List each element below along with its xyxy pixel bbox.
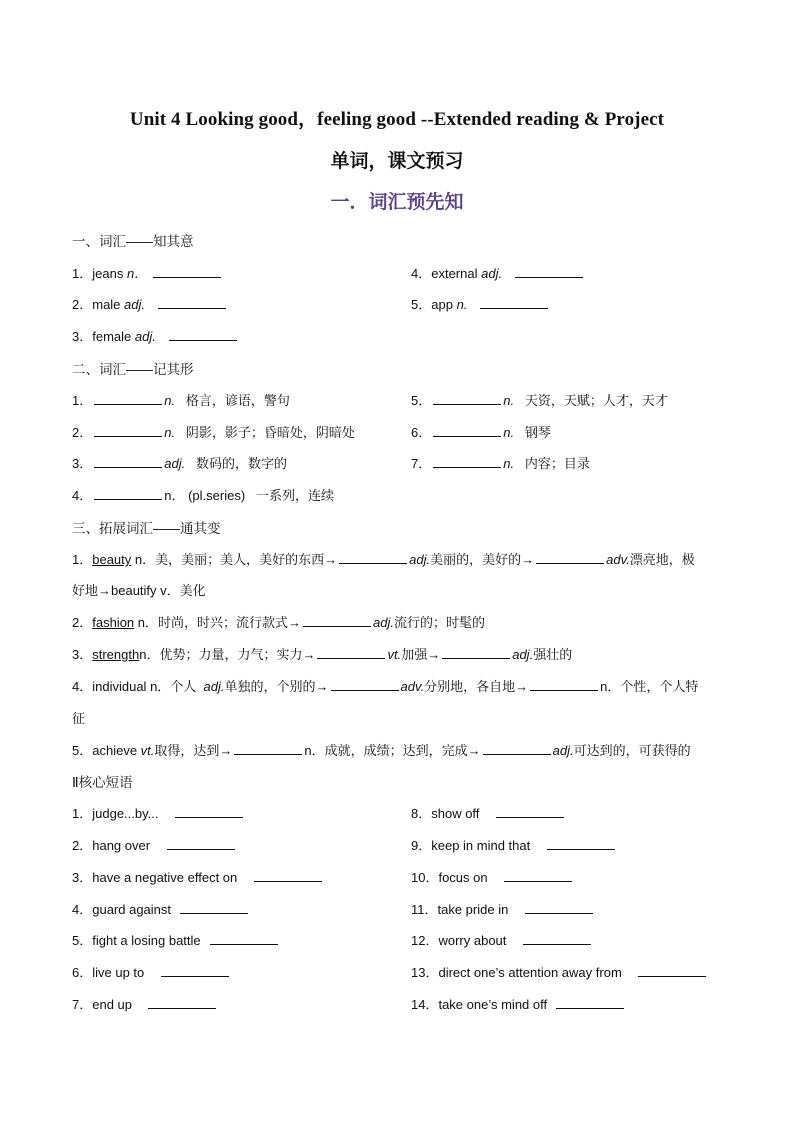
answer-blank[interactable] [317, 647, 385, 659]
part3-item-4-cont: 征 [72, 711, 86, 726]
part2-item-3: 3． adj. 数码的，数字的 [72, 456, 288, 471]
answer-blank[interactable] [496, 806, 564, 818]
answer-blank[interactable] [94, 488, 162, 500]
answer-blank[interactable] [525, 902, 593, 914]
answer-blank[interactable] [254, 870, 322, 882]
part2-item-5: 5． n. 天资，天赋；人才，天才 [411, 393, 668, 408]
part4-heading: Ⅱ核心短语 [72, 775, 133, 790]
phrase-item-4: 4．guard against [72, 899, 250, 918]
phrase-item-8: 8．show off [411, 803, 566, 822]
answer-blank[interactable] [504, 870, 572, 882]
part1-item-2: 2．male adj. [72, 294, 228, 313]
phrase-item-11: 11．take pride in [411, 899, 595, 918]
answer-blank[interactable] [161, 965, 229, 977]
answer-blank[interactable] [210, 933, 278, 945]
answer-blank[interactable] [148, 997, 216, 1009]
answer-blank[interactable] [530, 679, 598, 691]
answer-blank[interactable] [339, 552, 407, 564]
answer-blank[interactable] [158, 297, 226, 309]
part3-item-1-cont: 好地→beautify v．美化 [72, 583, 206, 598]
answer-blank[interactable] [483, 743, 551, 755]
answer-blank[interactable] [638, 965, 706, 977]
answer-blank[interactable] [480, 297, 548, 309]
answer-blank[interactable] [167, 838, 235, 850]
section-title: 一．词汇预先知 [330, 192, 464, 213]
part2-item-2: 2． n. 阴影，影子；昏暗处，阴暗处 [72, 425, 355, 440]
phrase-item-13: 13．direct one’s attention away from [411, 962, 708, 981]
answer-blank[interactable] [547, 838, 615, 850]
part1-item-4: 4．external adj. [411, 263, 585, 282]
answer-blank[interactable] [515, 266, 583, 278]
phrase-item-14: 14．take one’s mind off [411, 994, 626, 1013]
part3-item-3: 3．strengthn．优势；力量，力气；实力→ vt.加强→ adj.强壮的 [72, 647, 573, 662]
phrase-item-3: 3．have a negative effect on [72, 867, 324, 886]
phrase-item-6: 6．live up to [72, 962, 231, 981]
phrase-item-1: 1．judge...by... [72, 803, 245, 822]
part2-item-1: 1． n. 格言，谚语，警句 [72, 393, 290, 408]
part3-item-4: 4．individual n．个人 adj.单独的，个别的→ adv.分别地，各自地→ n．个性，个人特 [72, 679, 699, 694]
phrase-item-5: 5．fight a losing battle [72, 930, 280, 949]
part3-item-2: 2．fashion n．时尚，时兴；流行款式→ adj.流行的；时髦的 [72, 615, 486, 630]
answer-blank[interactable] [94, 456, 162, 468]
part2-heading: 二、词汇——记其形 [72, 362, 194, 377]
part3-heading: 三、拓展词汇——通其变 [72, 521, 221, 536]
part1-item-1: 1．jeans n． [72, 263, 223, 282]
part2-item-4: 4． n． (pl.series) 一系列，连续 [72, 488, 335, 503]
answer-blank[interactable] [94, 425, 162, 437]
answer-blank[interactable] [303, 615, 371, 627]
answer-blank[interactable] [523, 933, 591, 945]
answer-blank[interactable] [442, 647, 510, 659]
answer-blank[interactable] [169, 329, 237, 341]
answer-blank[interactable] [180, 902, 248, 914]
answer-blank[interactable] [433, 393, 501, 405]
answer-blank[interactable] [94, 393, 162, 405]
answer-blank[interactable] [433, 425, 501, 437]
part3-item-1: 1．beauty n．美，美丽；美人，美好的东西→ adj.美丽的，美好的→ adv.漂亮地，极 [72, 552, 695, 567]
phrase-item-9: 9．keep in mind that [411, 835, 617, 854]
part1-item-5: 5．app n. [411, 294, 550, 313]
page-subtitle: 单词，课文预习 [330, 151, 464, 172]
answer-blank[interactable] [433, 456, 501, 468]
answer-blank[interactable] [331, 679, 399, 691]
part1-heading: 一、词汇——知其意 [72, 234, 194, 249]
answer-blank[interactable] [175, 806, 243, 818]
part1-item-3: 3．female adj. [72, 326, 239, 345]
phrase-item-2: 2．hang over [72, 835, 237, 854]
phrase-item-10: 10．focus on [411, 867, 574, 886]
phrase-item-12: 12．worry about [411, 930, 593, 949]
part3-item-5: 5．achieve vt.取得，达到→ n．成就，成绩；达到，完成→ adj.可达到的，可获得的 [72, 743, 691, 758]
answer-blank[interactable] [536, 552, 604, 564]
page-title: Unit 4 Looking good，feeling good --Extended reading & Project [129, 109, 665, 130]
answer-blank[interactable] [556, 997, 624, 1009]
part2-item-6: 6． n. 钢琴 [411, 425, 551, 440]
phrase-item-7: 7．end up [72, 994, 218, 1013]
part2-item-7: 7． n. 内容；目录 [411, 456, 590, 471]
answer-blank[interactable] [153, 266, 221, 278]
answer-blank[interactable] [234, 743, 302, 755]
